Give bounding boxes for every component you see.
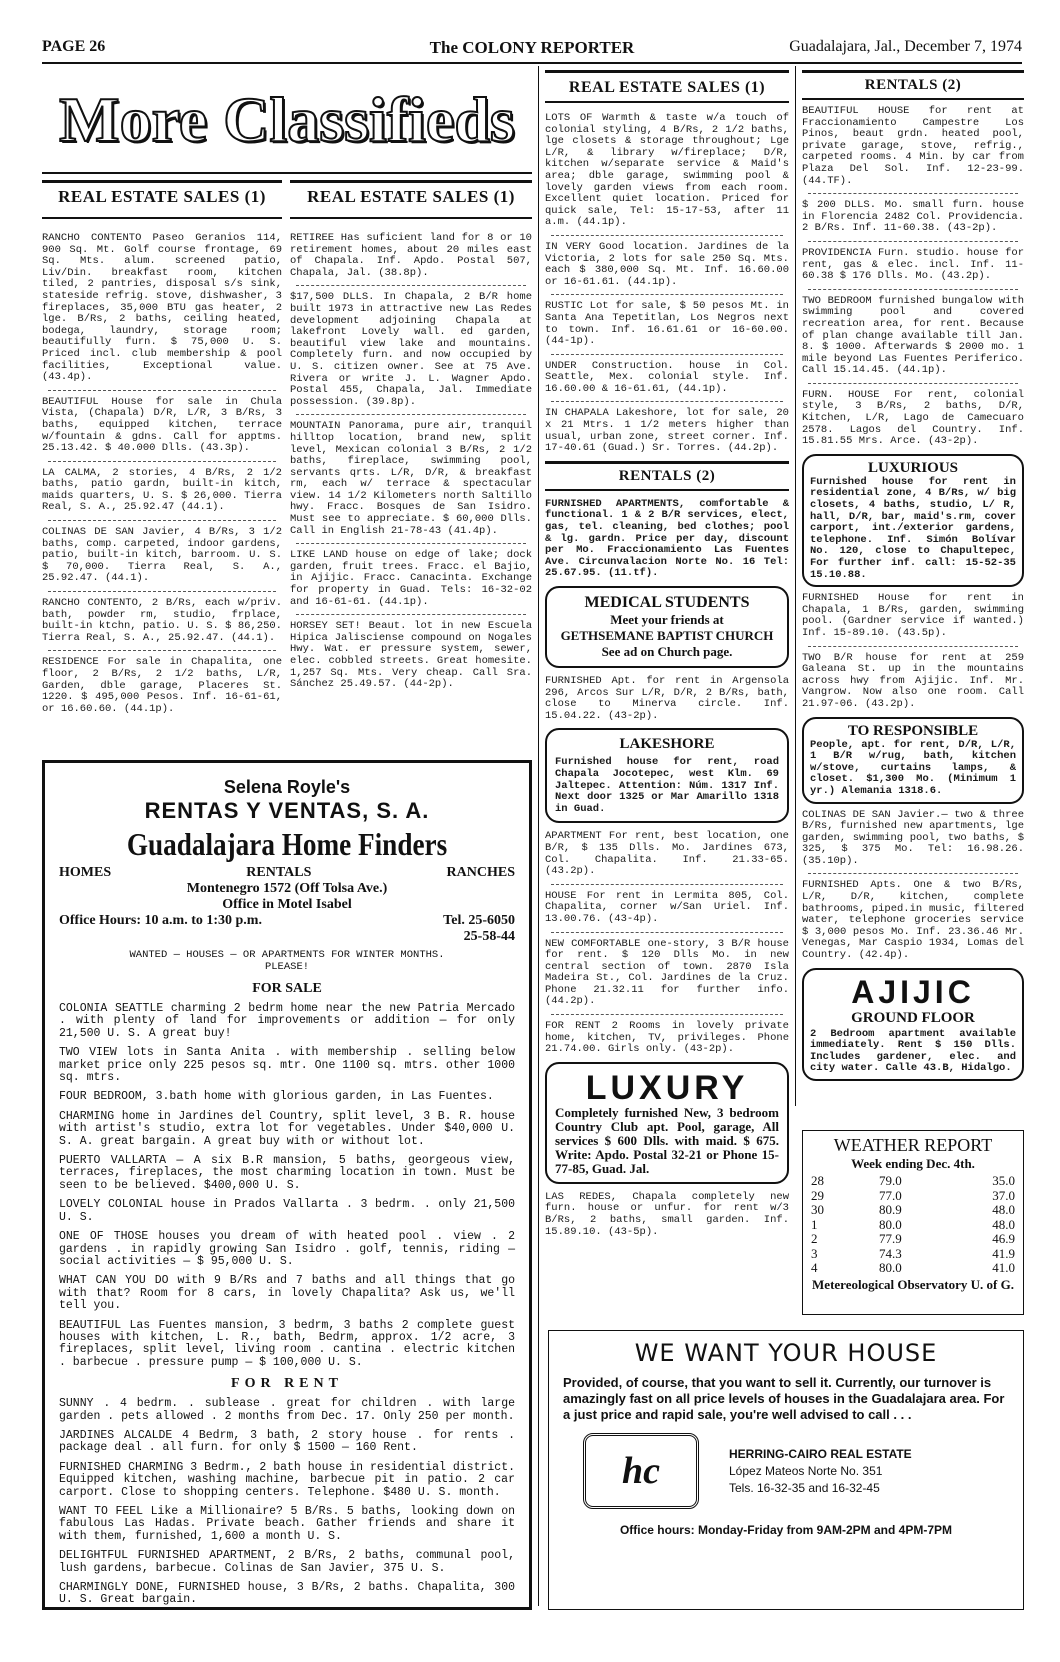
header-rule (42, 62, 1022, 64)
weather-min: 46.9 (992, 1231, 1015, 1246)
responsible-box (802, 717, 1024, 804)
classified-ad: DELIGHTFUL FURNISHED APARTMENT, 2 B/Rs, 2 baths, communal pool, lush gardens, barbecue. Colinas de San Javier, 375 U. S. (59, 1549, 515, 1575)
classified-ad: BEAUTIFUL Las Fuentes mansion, 3 bedrm, 3 baths 2 complete guest houses with kitchen, L. R., bath, Bedrm, approx. 1/2 acre, 3 fireplaces, split level, living room . cantina . electric kitchen . barbecue . pressure pump — $ 100,000 U. S. (59, 1318, 515, 1369)
herring-tels: Tels. 16-32-35 and 16-32-45 (729, 1480, 880, 1495)
herring-cairo-ad (548, 1330, 1024, 1610)
ads-list (545, 113, 789, 455)
classified-ad: $ 200 DLLS. Mo. small furn. house in Florencia 2482 Col. Providencia. 2 B/Rs. Inf. 11-60.38. (43-2p). (802, 199, 1024, 235)
ad-separator (551, 884, 783, 885)
for-sale-heading: FOR SALE (252, 981, 322, 996)
homes-label: HOMES (59, 865, 112, 880)
ad-tel: Tel. 25-6050 25-58-44 (443, 913, 515, 944)
classified-ad: NEW COMFORTABLE one-story, 3 B/R house for rent. $ 120 Dlls Mo. in new central section of town. 2870 Isla Madeira St., Col. Jardines de la Cruz. Phone 21.32.11 for further info. (44.2p). (545, 937, 789, 1008)
classified-ad: FURN. HOUSE For rent, colonial style, 3 B/Rs, 2 baths, D/R, Kitchen, L/R, Lago de Camecuaro 2578. Lagos del Country. Inf. 15.81.55 Mrs. Arce. (43-2p). (802, 388, 1024, 448)
herring-info (729, 1446, 912, 1497)
weather-min: 37.0 (992, 1187, 1015, 1203)
classified-ad: TWO BEDROOM furnished bungalow with swimming pool and covered recreation area, for rent. Because of plan change available till Jan. 8. $ 1000. Afterwards $ 2000 mo. 1 mile beyond Las Fuentes Periferico. Call 15.14.45. (44.1p). (802, 294, 1024, 377)
ad-separator (296, 543, 526, 544)
ad-separator (551, 235, 783, 236)
responsible-text: People, apt. for rent, D/R, L/R, 1 B/R w/rug, bath, kitchen w/stove, curtains lamps, & closet. $1,300 Mo. (Minimum 1 yr.) Alemania 1318.6. (810, 738, 1016, 797)
classified-ad: COLINAS DE SAN Javier.— two & three B/Rs, furnished new apartments, lge garden, swimming pool, two baths, $ 325, $ 375 Mo. Tel: 16.98.26. (35.10p). (802, 808, 1024, 867)
classified-ad: COLINAS DE SAN Javier, 4 B/Rs, 3 1/2 baths, comp. carpeted, indoor gardens, patio, built-in kitch, barroom. U. S. $ 70,000. Tierra Real, S. A., 25.92.47. (44.1). (42, 526, 282, 585)
ad-separator (48, 591, 276, 592)
weather-day: 4 (811, 1260, 818, 1275)
ad-separator (48, 461, 276, 462)
for-sale-list (59, 1003, 515, 1369)
weather-min: 41.9 (992, 1245, 1015, 1261)
classified-ad: FURNISHED Apt. for rent in Argensola 296, Arcos Sur L/R, D/R, 2 B/Rs, bath, close to Minerva circle. Inf. 15.04.22. (43-2p). (545, 675, 789, 722)
luxurious-text: Furnished house for rent in residential zone, 4 B/Rs, w/ big closets, 4 baths, studio, L/ R, hall, D/R, bar, maid's.rm, cover carport, int./exterior gardens, telephone. Inf. Simón Bolívar No. 120, close to Chapultepec, For further inf. call: 15-52-35 15.10.88. (810, 475, 1016, 581)
rentals-label: RENTALS (246, 865, 312, 880)
banner-title: More Classifieds (59, 84, 515, 155)
ads-list (42, 233, 282, 715)
for-rent-heading: FOR RENT (231, 1376, 343, 1392)
column-divider (538, 66, 539, 1606)
herring-address: López Mateos Norte No. 351 (729, 1463, 883, 1478)
weather-row (811, 1232, 1015, 1247)
classified-ad: MOUNTAIN Panorama, pure air, tranquil hilltop location, brand new, split level, Mexican colonial 3 B/Rs, 2 1/2 baths, fireplace, swimming pool, servants qrts. L/R, D/R, & breakfast rm, each w/ terrace & spectacular view. 14 1/2 Kilometers north Saltillo hwy. Fracc. Bosques de San Isidro. Must see to appreciate. $ 60,000 Dlls. Call in English 21-78-43 (41.4p). (290, 420, 532, 537)
classified-ad: LOVELY COLONIAL house in Prados Vallarta . 3 bedrm. . only 21,500 U. S. (59, 1198, 515, 1224)
classified-ad: IN VERY Good location. Jardines de la Victoria, 2 lots for sale 250 Sq. Mts. each $ 380,000 Sq. Mt. Inf. 16.60.00 or 16-61.61. (44.1p). (545, 240, 789, 288)
medical-students-box (545, 586, 789, 668)
ad-office: Office in Motel Isabel (222, 897, 352, 912)
classified-ad: FURNISHED APARTMENTS, comfortable & functional. 1 & 2 B/R services, elect, gas, tel. cleaning, bed clothes; pool & lg. gardn. Price per day, discount per Mo. Fraccionamiento Las Fuentes Ave. Circunvalacion Norte No. 16 Tel: 25.67.95. (11.tf). (545, 497, 789, 580)
weather-max: 74.3 (879, 1245, 902, 1261)
medical-line-1: Meet your friends at (610, 612, 724, 627)
weather-footer: Metereological Observatory U. of G. (812, 1276, 1014, 1292)
ad-name: Guadalajara Home Finders (126, 826, 448, 862)
medical-line-3: See ad on Church page. (601, 644, 733, 659)
weather-row (811, 1174, 1015, 1189)
ad-separator (48, 390, 276, 391)
classified-ad: TWO VIEW lots in Santa Anita . with membership . selling below market price only 225 pesos sq. mtr. One 1100 sq. mtrs. other 1000 sq. mtrs. (59, 1046, 515, 1085)
ad-separator (296, 285, 526, 286)
classified-ad: HORSEY SET! Beaut. lot in new Escuela Hipica Jalisciense compound on Nogales Hwy. Wat. er pressure system, sewer, elec. cobbled streets. Great homesite. 1,257 Sq. Mts. Very cheap. Call Sra. Sánchez 25.49.57. (44-2p). (290, 620, 532, 691)
lakeshore-title: LAKESHORE (619, 736, 715, 753)
ads-list (545, 831, 789, 1056)
section-heading: REAL ESTATE SALES (1) (545, 70, 789, 103)
ad-separator (551, 401, 783, 402)
ad-separator (808, 289, 1018, 290)
luxurious-title: LUXURIOUS (867, 459, 958, 476)
ranches-label: RANCHES (446, 865, 515, 880)
weather-day: 1 (811, 1216, 818, 1232)
banner (42, 80, 532, 170)
classified-ad: WHAT CAN YOU DO with 9 B/Rs and 7 baths and all things that go with that? Room for 8 cars, in lovely Chapalita? Ask us, we'll tell you. (59, 1274, 515, 1313)
weather-min: 41.0 (992, 1260, 1015, 1275)
ad-separator (808, 383, 1018, 384)
column-divider (795, 66, 796, 1106)
herring-hours: Office hours: Monday-Friday from 9AM-2PM and 4PM-7PM (619, 1523, 953, 1537)
ads-list (290, 233, 532, 691)
ad-separator (48, 520, 276, 521)
classified-ad: FOR RENT 2 Rooms in lovely private home, kitchen, TV, privileges. Phone 21.74.00. Girls only. (43-2p). (545, 1020, 789, 1056)
classified-ad: COLONIA SEATTLE charming 2 bedrm home near the new Patria Mercado . with plenty of land for improvements or addition — for only 21,500 U. S. A great buy! (59, 1002, 515, 1040)
weather-max: 79.0 (879, 1173, 902, 1188)
page-number: PAGE 26 (42, 38, 106, 55)
classified-ad: APARTMENT For rent, best location, one B/R, $ 135 Dlls. Mo. Jardines 673, Col. Chapalita. Inf. 21.33-65. (43.2p). (545, 830, 789, 878)
rentals-heading: RENTALS (2) (545, 461, 789, 491)
ajijic-box (802, 968, 1024, 1081)
weather-day: 30 (811, 1202, 824, 1217)
ad-separator (48, 650, 276, 651)
column-2 (290, 180, 532, 740)
luxurious-box (802, 454, 1024, 587)
ads-list (802, 593, 1024, 710)
classified-ad: BEAUTIFUL HOUSE for rent at Fraccionamiento Campestre Los Pinos, beaut grdn. heated pool, private garage, stove, refrig., carpeted rooms. 4 Min. by car from Plaza Del Sol. Inf. 12-23-99. (44.TF). (802, 105, 1024, 187)
classified-ad: FURNISHED CHARMING 3 Bedrm., 2 bath house in residential district. Equipped kitchen, washing machine, barbecue pit in patio. 2 car carport. Close to shopping centers. Telephone. $480 U. S. month. (59, 1460, 515, 1499)
weather-day: 29 (811, 1187, 824, 1203)
classified-ad: FURNISHED House for rent in Chapala, 1 B/Rs, garden, swimming pool. (Gardner service if wanted.) Inf. 15-89.10. (43.5p). (802, 592, 1024, 639)
column-1 (42, 180, 282, 740)
classified-ad: CHARMINGLY DONE, FURNISHED house, 3 B/Rs, 2 baths. Chapalita, 300 U. S. Great bargain. (59, 1581, 515, 1607)
classified-ad: BEAUTIFUL House for sale in Chula Vista, (Chapala) D/R, L/R, 3 B/Rs, 3 baths, equipped kitchen, terrace w/fountain & gdns. Call for apptms. 25.13.42. $ 40.000 Dlls. (43.3p). (42, 395, 282, 455)
weather-report (802, 1130, 1024, 1315)
herring-text: Provided, of course, that you want to sell it. Currently, our turnover is amazingly fast on all price levels of houses in the Guadalajara area. For a just price and rapid sale, you're well advised to call . . . (563, 1375, 1005, 1422)
ad-separator (296, 414, 526, 415)
weather-row (811, 1189, 1015, 1204)
banner-rule (42, 172, 532, 174)
for-rent-list (59, 1398, 515, 1607)
ad-separator (551, 1014, 783, 1015)
ad-hours-row (59, 913, 515, 945)
luxury-box (545, 1062, 789, 1184)
weather-day: 2 (811, 1231, 818, 1246)
weather-row (811, 1261, 1015, 1276)
weather-min: 48.0 (992, 1202, 1015, 1217)
ads-list (545, 676, 789, 722)
ad-separator (808, 241, 1018, 242)
section-heading: RENTALS (2) (802, 70, 1024, 100)
classified-ad: IN CHAPALA Lakeshore, lot for sale, 20 x 21 Mtrs. 1 1/2 meters higher than usual, urban zone, street corner. Inf. 17-40.61 (Guad.) Sr. Torres. (44.2p). (545, 407, 789, 455)
ad-separator (808, 873, 1018, 874)
classified-ad: PUERTO VALLARTA — A six B.R mansion, 5 baths, georgeous view, terraces, fireplaces, the most charming location in town. Must be seen to be believed. $400,000 U. S. (59, 1154, 515, 1192)
classified-ad: RETIREE Has suficient land for 8 or 10 retirement homes, about 20 miles east of Chapala. Inf. Apdo. Postal 507, Chapala, Jal. (38.8p). (290, 232, 532, 279)
herring-title: WE WANT YOUR HOUSE (634, 1339, 938, 1367)
classified-ad: WANT TO FEEL Like a Millionaire? 5 B/Rs. 5 baths, looking down on fabulous Las Hadas. Private beach. Gather friends and share it with them, furnished, 1,600 a month U. S. (59, 1505, 515, 1543)
classified-ad: JARDINES ALCALDE 4 Bedrm, 3 bath, 2 story house . for rents . package deal . all furn. for only $ 1500 — 160 Rent. (59, 1428, 515, 1455)
dateline: Guadalajara, Jal., December 7, 1974 (789, 38, 1022, 55)
ad-hours: Office Hours: 10 a.m. to 1:30 p.m. (59, 913, 262, 928)
weather-table (811, 1174, 1015, 1276)
classified-ad: FURNISHED Apts. One & two B/Rs, L/R, D/R, kitchen, complete bathrooms, piped.in music, filtered water, telephone groceries service $ 3,000 pesos Mo. Inf. 23.36.46 Mr. Venegas, Mar Caspio 1934, Lomas del Country. (42.4p). (802, 879, 1024, 962)
weather-min: 35.0 (992, 1173, 1015, 1188)
classified-ad: $17,500 DLLS. In Chapala, 2 B/R home built 1973 in attractive new Las Redes development adjoining Chapala at lakefront Lovely wall. ed garden, beautiful view lake and mountains. Completely furn. and now occupied by U. S. citizen owner. See at 75 Ave. Rivera or write J. L. Wagner Apdo. Postal 455, Chapala, Jal. Immediate possession. (39.8p). (290, 291, 532, 408)
weather-min: 48.0 (992, 1216, 1015, 1232)
ads-list (545, 1192, 789, 1238)
column-3 (545, 70, 789, 1238)
weather-title: WEATHER REPORT (833, 1135, 993, 1155)
classified-ad: FOUR BEDROOM, 3.bath home with glorious garden, in Las Fuentes. (59, 1090, 494, 1104)
home-finders-ad (42, 760, 532, 1610)
weather-max: 77.9 (879, 1231, 902, 1246)
classified-ad: SUNNY . 4 bedrm. . sublease . great for children . with large garden . pets allowed . 2 months from Dec. 17. Only 250 per month. (59, 1397, 515, 1423)
column-4 (802, 70, 1024, 1115)
classified-ad: TWO B/R house for rent at 259 Galeana St. up in the mountains across hwy from Ajijic. Inf. Mr. Vangrow. Now also one room. Call 21.97-06. (43.2p). (802, 651, 1024, 710)
ads-list (802, 810, 1024, 962)
ajijic-subtitle: GROUND FLOOR (851, 1009, 975, 1026)
classified-ad: UNDER Construction. house in Col. Seattle, Mex. colonial style. Inf. 16.60.00 & 16-61.61, (44.1p). (545, 359, 789, 395)
weather-day: 28 (811, 1173, 824, 1188)
herring-company: HERRING-CAIRO REAL ESTATE (729, 1446, 912, 1461)
classified-ad: LA CALMA, 2 stories, 4 B/Rs, 2 1/2 baths, patio gardn, built-in kitch, maids quarters, U. S. $ 26,000. Tierra Real, S. A., 25.92.47 (44.1). (42, 466, 282, 514)
paper-name: The COLONY REPORTER (429, 38, 635, 57)
weather-row (811, 1218, 1015, 1233)
hc-logo-icon: hc (583, 1433, 699, 1509)
luxury-text: Completely furnished New, 3 bedroom Country Club apt. Pool, garage, All services $ 600 Dlls. with maid. $ 675. Write: Apdo. Postal 32-21 or Phone 15-77-85, Guad. Jal. (555, 1104, 779, 1176)
weather-max: 77.0 (879, 1187, 902, 1203)
herring-contact (563, 1433, 1009, 1509)
weather-row (811, 1203, 1015, 1218)
lakeshore-box (545, 728, 789, 823)
classified-ad: ONE OF THOSE houses you dream of with heated pool . view . 2 gardens . in rapidly growing San Isidro . golf, tennis, riding — social activities — $ 95,000 U. S. (59, 1230, 515, 1268)
medical-title: MEDICAL STUDENTS (584, 594, 750, 611)
responsible-title: TO RESPONSIBLE (847, 722, 979, 739)
ad-separator (551, 354, 783, 355)
classified-ad: LIKE LAND house on edge of lake; dock garden, fruit trees. Fracc. el Bajio, in Ajijic. Fracc. Canacinta. Exchange for property in Guad. Tels: 16-32-02 and 16-61-61. (44.1p). (290, 549, 532, 608)
ajijic-title: AJIJIC (851, 973, 975, 1010)
weather-day: 3 (811, 1245, 818, 1261)
ad-owner: Selena Royle's (223, 777, 351, 797)
classified-ad: RANCHO CONTENTO Paseo Geranios 114, 900 Sq. Mt. Golf course frontage, 69 Sq. Mts. alum. screened patio, Liv/Din. breakfast room, kitchen tiled, 2 pantries, disposal s/s sink, stateside refrig. stove, dishwasher, 3 fireplaces, 35,000 BTU gas heater, 2 lge. B/Rs, 2 baths, ceiling heated, bodega, laundry, storage room; beautifully furn. $ 75,000 U. S. Priced incl. club membership & pool facilities, Exceptional value. (43.4p). (42, 232, 282, 384)
ad-separator (551, 294, 783, 295)
ad-separator (808, 193, 1018, 194)
section-heading: REAL ESTATE SALES (1) (42, 180, 282, 219)
ad-separator (551, 932, 783, 933)
classified-ad: HOUSE For rent in Lermita 805, Col. Chapalita, corner w/San Uriel. Inf. 13.00.76. (43-4p). (545, 889, 789, 925)
classified-ad: RUSTIC Lot for sale, $ 50 pesos Mt. in Santa Ana Tepetitlan, Los Negros next to town. Inf. 16.61.61 or 16-60.00. (44-1p). (545, 300, 789, 348)
ad-address: Montenegro 1572 (Off Tolsa Ave.) (186, 881, 388, 896)
ad-categories (59, 865, 515, 881)
ad-separator (296, 614, 526, 615)
weather-row (811, 1247, 1015, 1262)
ad-wanted: WANTED — HOUSES — OR APARTMENTS FOR WINTER MONTHS. PLEASE! (129, 949, 445, 973)
weather-max: 80.9 (879, 1202, 902, 1217)
ads-list (802, 106, 1024, 448)
classified-ad: PROVIDENCIA Furn. studio. house for rent, gas & elec. incl. Inf. 11-60.38 $ 176 Dlls. Mo. (43.2p). (802, 246, 1024, 283)
ads-list (545, 499, 789, 580)
classified-ad: RANCHO CONTENTO, 2 B/Rs, each w/priv. bath, powder rm, studio, frplace, built-in ktchn, patio. U. S. $ 86,250. Tierra Real, S. A., 25.92.47. (44.1). (42, 597, 282, 644)
classified-ad: LAS REDES, Chapala completely new furn. house or unfur. for rent w/3 B/Rs, 2 baths, small garden. Inf. 15.89.10. (43-5p). (545, 1190, 789, 1238)
weather-max: 80.0 (879, 1216, 902, 1232)
classified-ad: RESIDENCE For sale in Chapalita, one floor, 2 B/Rs, 2 1/2 baths, L/R, Garden, dble garage, Placeres St. 1220. $ 495,000 Pesos. Inf. 16-61-61, or 16.60.60. (44.1p). (42, 656, 282, 715)
weather-max: 80.0 (879, 1260, 902, 1275)
classified-ad: CHARMING home in Jardines del Country, split level, 3 B. R. house with artist's studio, extra lot for vegetables. Under $40,000 U. S. A. great bargain. A great buy with or without lot. (59, 1109, 515, 1148)
ad-company: RENTAS Y VENTAS, S. A. (144, 798, 430, 823)
ad-separator (808, 646, 1018, 647)
luxury-title: LUXURY (585, 1068, 749, 1107)
section-heading: REAL ESTATE SALES (1) (290, 180, 532, 219)
weather-subtitle: Week ending Dec. 4th. (851, 1156, 975, 1171)
classified-ad: LOTS OF Warmth & taste w/a touch of colonial styling, 4 B/Rs, 2 1/2 baths, lge closets & storage throughout; Lge L/R, & library w/fireplace; D/R, kitchen w/separate service & Maid's area; dble garage, swimming pool & lovely garden views from each room. Excellent quiet location. Priced for quick sale, Tel: 15-17-53, after 11 a.m. (44.1p). (545, 112, 789, 229)
page-header (42, 34, 1022, 58)
lakeshore-text: Furnished house for rent, road Chapala Jocotepec, west Klm. 69 Jaltepec. Attention: Núm. 1317 Inf. Next door 1325 or Mar Amarillo 1318 in Guad. (555, 756, 779, 815)
ajijic-text: 2 Bedroom apartment available immediately. Rent $ 150 Dlls. Includes gardener, elec. and city water. Calle 43.B, Hidalgo. (810, 1027, 1016, 1075)
medical-line-2: GETHSEMANE BAPTIST CHURCH (560, 628, 774, 643)
